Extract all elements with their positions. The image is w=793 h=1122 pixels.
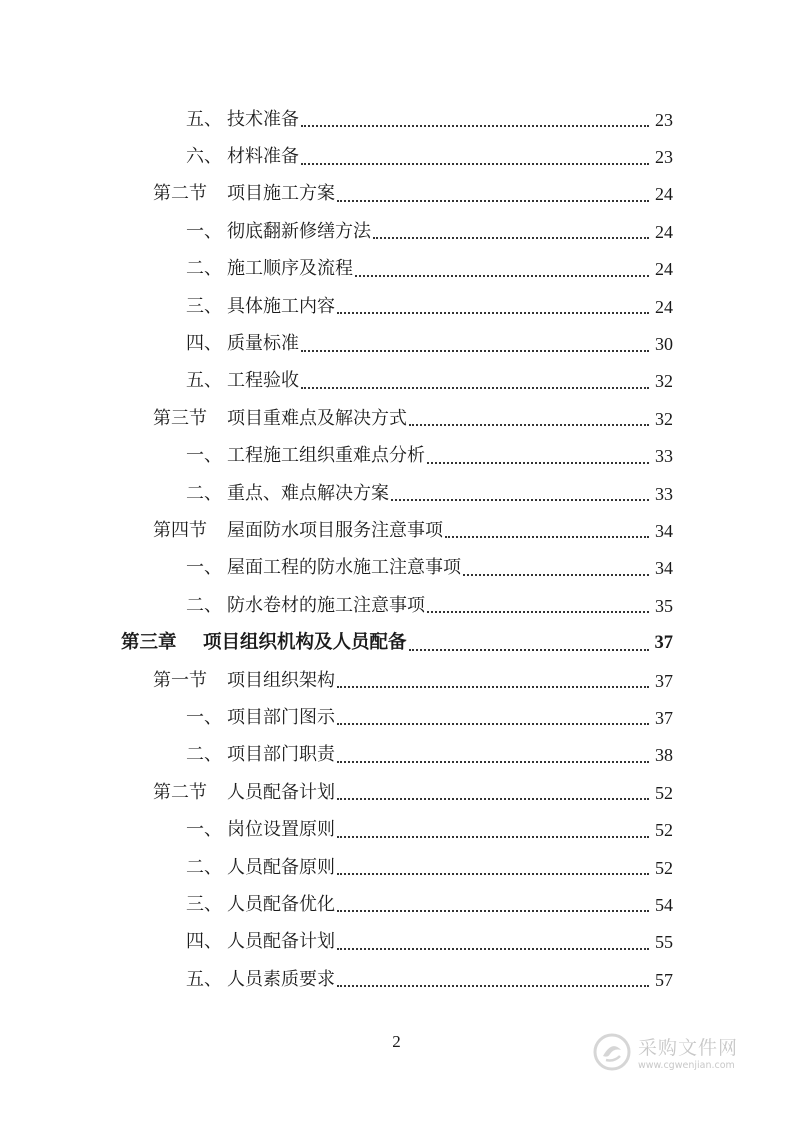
toc-entry-page: 52	[655, 782, 673, 803]
toc-entry[interactable]	[0, 512, 793, 549]
toc-dot-leader	[337, 835, 649, 838]
toc-entry-page: 24	[655, 221, 673, 242]
toc-entry[interactable]	[0, 475, 793, 512]
toc-entry-page: 38	[655, 745, 673, 766]
toc-entry-page: 57	[655, 969, 673, 990]
toc-entry-page: 37	[655, 670, 673, 691]
toc-entry-page: 23	[655, 109, 673, 130]
toc-entry-number: 三、	[186, 295, 222, 317]
toc-entry[interactable]	[0, 624, 793, 661]
toc-entry-title: 项目部门图示	[227, 706, 335, 728]
toc-entry-number: 第二节	[153, 781, 207, 803]
toc-entry-label	[186, 933, 335, 951]
toc-entry-number: 二、	[186, 594, 222, 616]
toc-dot-leader	[337, 722, 649, 725]
toc-dot-leader	[301, 162, 649, 165]
toc-entry-page: 34	[655, 558, 673, 579]
toc-entry-page: 32	[655, 371, 673, 392]
toc-entry-number: 一、	[186, 445, 222, 467]
toc-entry-label	[186, 594, 425, 616]
toc-entry-page: 52	[655, 820, 673, 841]
toc-entry[interactable]	[0, 961, 793, 998]
toc-entry-title: 人员配备计划	[227, 781, 335, 803]
toc-entry[interactable]	[0, 774, 793, 811]
toc-dot-leader	[337, 947, 649, 950]
toc-entry-label	[186, 220, 371, 242]
toc-entry-number: 第三章	[121, 631, 177, 653]
toc-entry[interactable]	[0, 849, 793, 886]
toc-entry-number: 五、	[186, 108, 222, 130]
toc-entry-number: 四、	[186, 931, 222, 953]
watermark-url: www.cgwenjian.com	[638, 1060, 735, 1071]
toc-entry-label	[186, 295, 335, 317]
toc-entry-title: 具体施工内容	[227, 295, 335, 317]
toc-entry-title: 彻底翻新修缮方法	[227, 220, 371, 242]
toc-dot-leader	[445, 535, 649, 538]
toc-dot-leader	[337, 872, 649, 875]
toc-entry[interactable]	[0, 325, 793, 362]
toc-dot-leader	[409, 423, 649, 426]
toc-entry[interactable]	[0, 363, 793, 400]
toc-entry-page: 24	[655, 184, 673, 205]
toc-entry-label	[153, 407, 407, 429]
toc-dot-leader	[337, 311, 649, 314]
toc-entry-number: 五、	[186, 370, 222, 392]
toc-entry-label	[186, 968, 335, 990]
toc-entry[interactable]	[0, 251, 793, 288]
toc-entry-label	[186, 746, 335, 764]
toc-dot-leader	[301, 386, 649, 389]
toc-dot-leader	[427, 461, 649, 464]
toc-entry-label	[186, 893, 335, 915]
toc-entry[interactable]	[0, 213, 793, 250]
watermark	[592, 1030, 752, 1074]
toc-entry-title: 岗位设置原则	[227, 819, 335, 841]
toc-entry-page: 33	[655, 446, 673, 467]
toc-entry-page: 52	[655, 857, 673, 878]
toc-entry-number: 二、	[186, 856, 222, 878]
toc-entry-number: 一、	[186, 706, 222, 728]
toc-entry-title: 技术准备	[227, 108, 299, 130]
toc-entry-title: 项目部门职责	[227, 744, 335, 766]
toc-entry-title: 项目组织架构	[227, 669, 335, 691]
toc-entry-label	[153, 669, 335, 691]
toc-entry-number: 四、	[186, 333, 222, 355]
toc-entry[interactable]	[0, 699, 793, 736]
toc-entry-page: 37	[655, 707, 673, 728]
toc-entry-page: 37	[654, 632, 673, 653]
toc-entry-page: 24	[655, 259, 673, 280]
toc-entry-label	[186, 706, 335, 728]
toc-entry-number: 第四节	[153, 519, 207, 541]
toc-entry-page: 33	[655, 483, 673, 504]
toc-entry-label	[186, 482, 389, 504]
toc-dot-leader	[373, 236, 649, 239]
toc-entry-title: 重点、难点解决方案	[227, 482, 389, 504]
toc-entry[interactable]	[0, 924, 793, 961]
toc-entry[interactable]	[0, 550, 793, 587]
toc-entry-label	[186, 108, 299, 130]
toc-entry-label	[186, 447, 425, 465]
toc-dot-leader	[355, 274, 649, 277]
toc-entry-label	[153, 781, 335, 803]
toc-entry-number: 一、	[186, 819, 222, 841]
toc-entry-page: 32	[655, 408, 673, 429]
watermark-logo-icon	[592, 1032, 632, 1072]
toc-dot-leader	[301, 124, 649, 127]
toc-dot-leader	[427, 610, 649, 613]
toc-entry[interactable]	[0, 587, 793, 624]
toc-entry-title: 工程施工组织重难点分析	[227, 445, 425, 467]
toc-entry-number: 三、	[186, 893, 222, 915]
toc-entry-number: 第一节	[153, 669, 207, 691]
toc-entry-title: 项目重难点及解决方式	[227, 407, 407, 429]
toc-entry-number: 第二节	[153, 183, 207, 205]
toc-entry-label	[186, 148, 299, 166]
toc-dot-leader	[337, 199, 649, 202]
toc-entry-title: 材料准备	[227, 146, 299, 168]
toc-entry-page: 34	[655, 520, 673, 541]
toc-entry-title: 防水卷材的施工注意事项	[227, 594, 425, 616]
toc-entry-title: 项目施工方案	[227, 183, 335, 205]
toc-entry[interactable]	[0, 288, 793, 325]
toc-entry[interactable]	[0, 662, 793, 699]
toc-entry-label	[186, 559, 461, 577]
toc-entry-title: 人员配备原则	[227, 856, 335, 878]
toc-entry-number: 一、	[186, 557, 222, 579]
toc-entry-label	[153, 519, 443, 541]
toc-entry-page: 54	[655, 894, 673, 915]
toc-entry-label	[186, 372, 299, 390]
toc-entry-number: 第三节	[153, 407, 207, 429]
toc-entry-title: 项目组织机构及人员配备	[203, 631, 407, 653]
toc-entry-title: 工程验收	[227, 370, 299, 392]
toc-entry-number: 五、	[186, 968, 222, 990]
toc-entry-title: 质量标准	[227, 333, 299, 355]
toc-entry-title: 屋面防水项目服务注意事项	[227, 519, 443, 541]
toc-dot-leader	[463, 573, 649, 576]
toc-entry[interactable]	[0, 138, 793, 175]
toc-entry-label	[186, 821, 335, 839]
toc-entry-title: 人员配备计划	[227, 931, 335, 953]
toc-entry[interactable]	[0, 811, 793, 848]
toc-dot-leader	[337, 984, 649, 987]
toc-entry-label	[186, 260, 353, 278]
toc-entry-title: 人员素质要求	[227, 968, 335, 990]
toc-entry-title: 人员配备优化	[227, 893, 335, 915]
toc-entry[interactable]	[0, 737, 793, 774]
toc-entry-number: 二、	[186, 482, 222, 504]
toc-entry-title: 施工顺序及流程	[227, 258, 353, 280]
toc-dot-leader	[337, 909, 649, 912]
toc-dot-leader	[391, 498, 649, 501]
toc-dot-leader	[337, 797, 649, 800]
toc-entry-number: 二、	[186, 258, 222, 280]
toc-entry-number: 六、	[186, 146, 222, 168]
toc-entry-number: 二、	[186, 744, 222, 766]
toc-entry-title: 屋面工程的防水施工注意事项	[227, 557, 461, 579]
watermark-title: 采购文件网	[638, 1037, 739, 1059]
toc-dot-leader	[337, 760, 649, 763]
toc-entry-page: 30	[655, 334, 673, 355]
table-of-contents	[0, 101, 793, 998]
page-number: 2	[392, 1032, 401, 1051]
toc-entry-page: 55	[655, 932, 673, 953]
toc-entry-label	[153, 185, 335, 203]
toc-entry[interactable]	[0, 101, 793, 138]
toc-entry[interactable]	[0, 176, 793, 213]
toc-entry-label	[186, 335, 299, 353]
toc-entry[interactable]	[0, 400, 793, 437]
toc-entry-label	[186, 856, 335, 878]
toc-entry[interactable]	[0, 438, 793, 475]
toc-dot-leader	[301, 349, 649, 352]
toc-dot-leader	[337, 685, 649, 688]
toc-entry-page: 24	[655, 296, 673, 317]
toc-dot-leader	[409, 648, 649, 651]
toc-entry-number: 一、	[186, 220, 222, 242]
toc-entry-page: 35	[655, 595, 673, 616]
toc-entry-page: 23	[655, 147, 673, 168]
toc-entry-label	[121, 631, 407, 653]
toc-entry[interactable]	[0, 886, 793, 923]
